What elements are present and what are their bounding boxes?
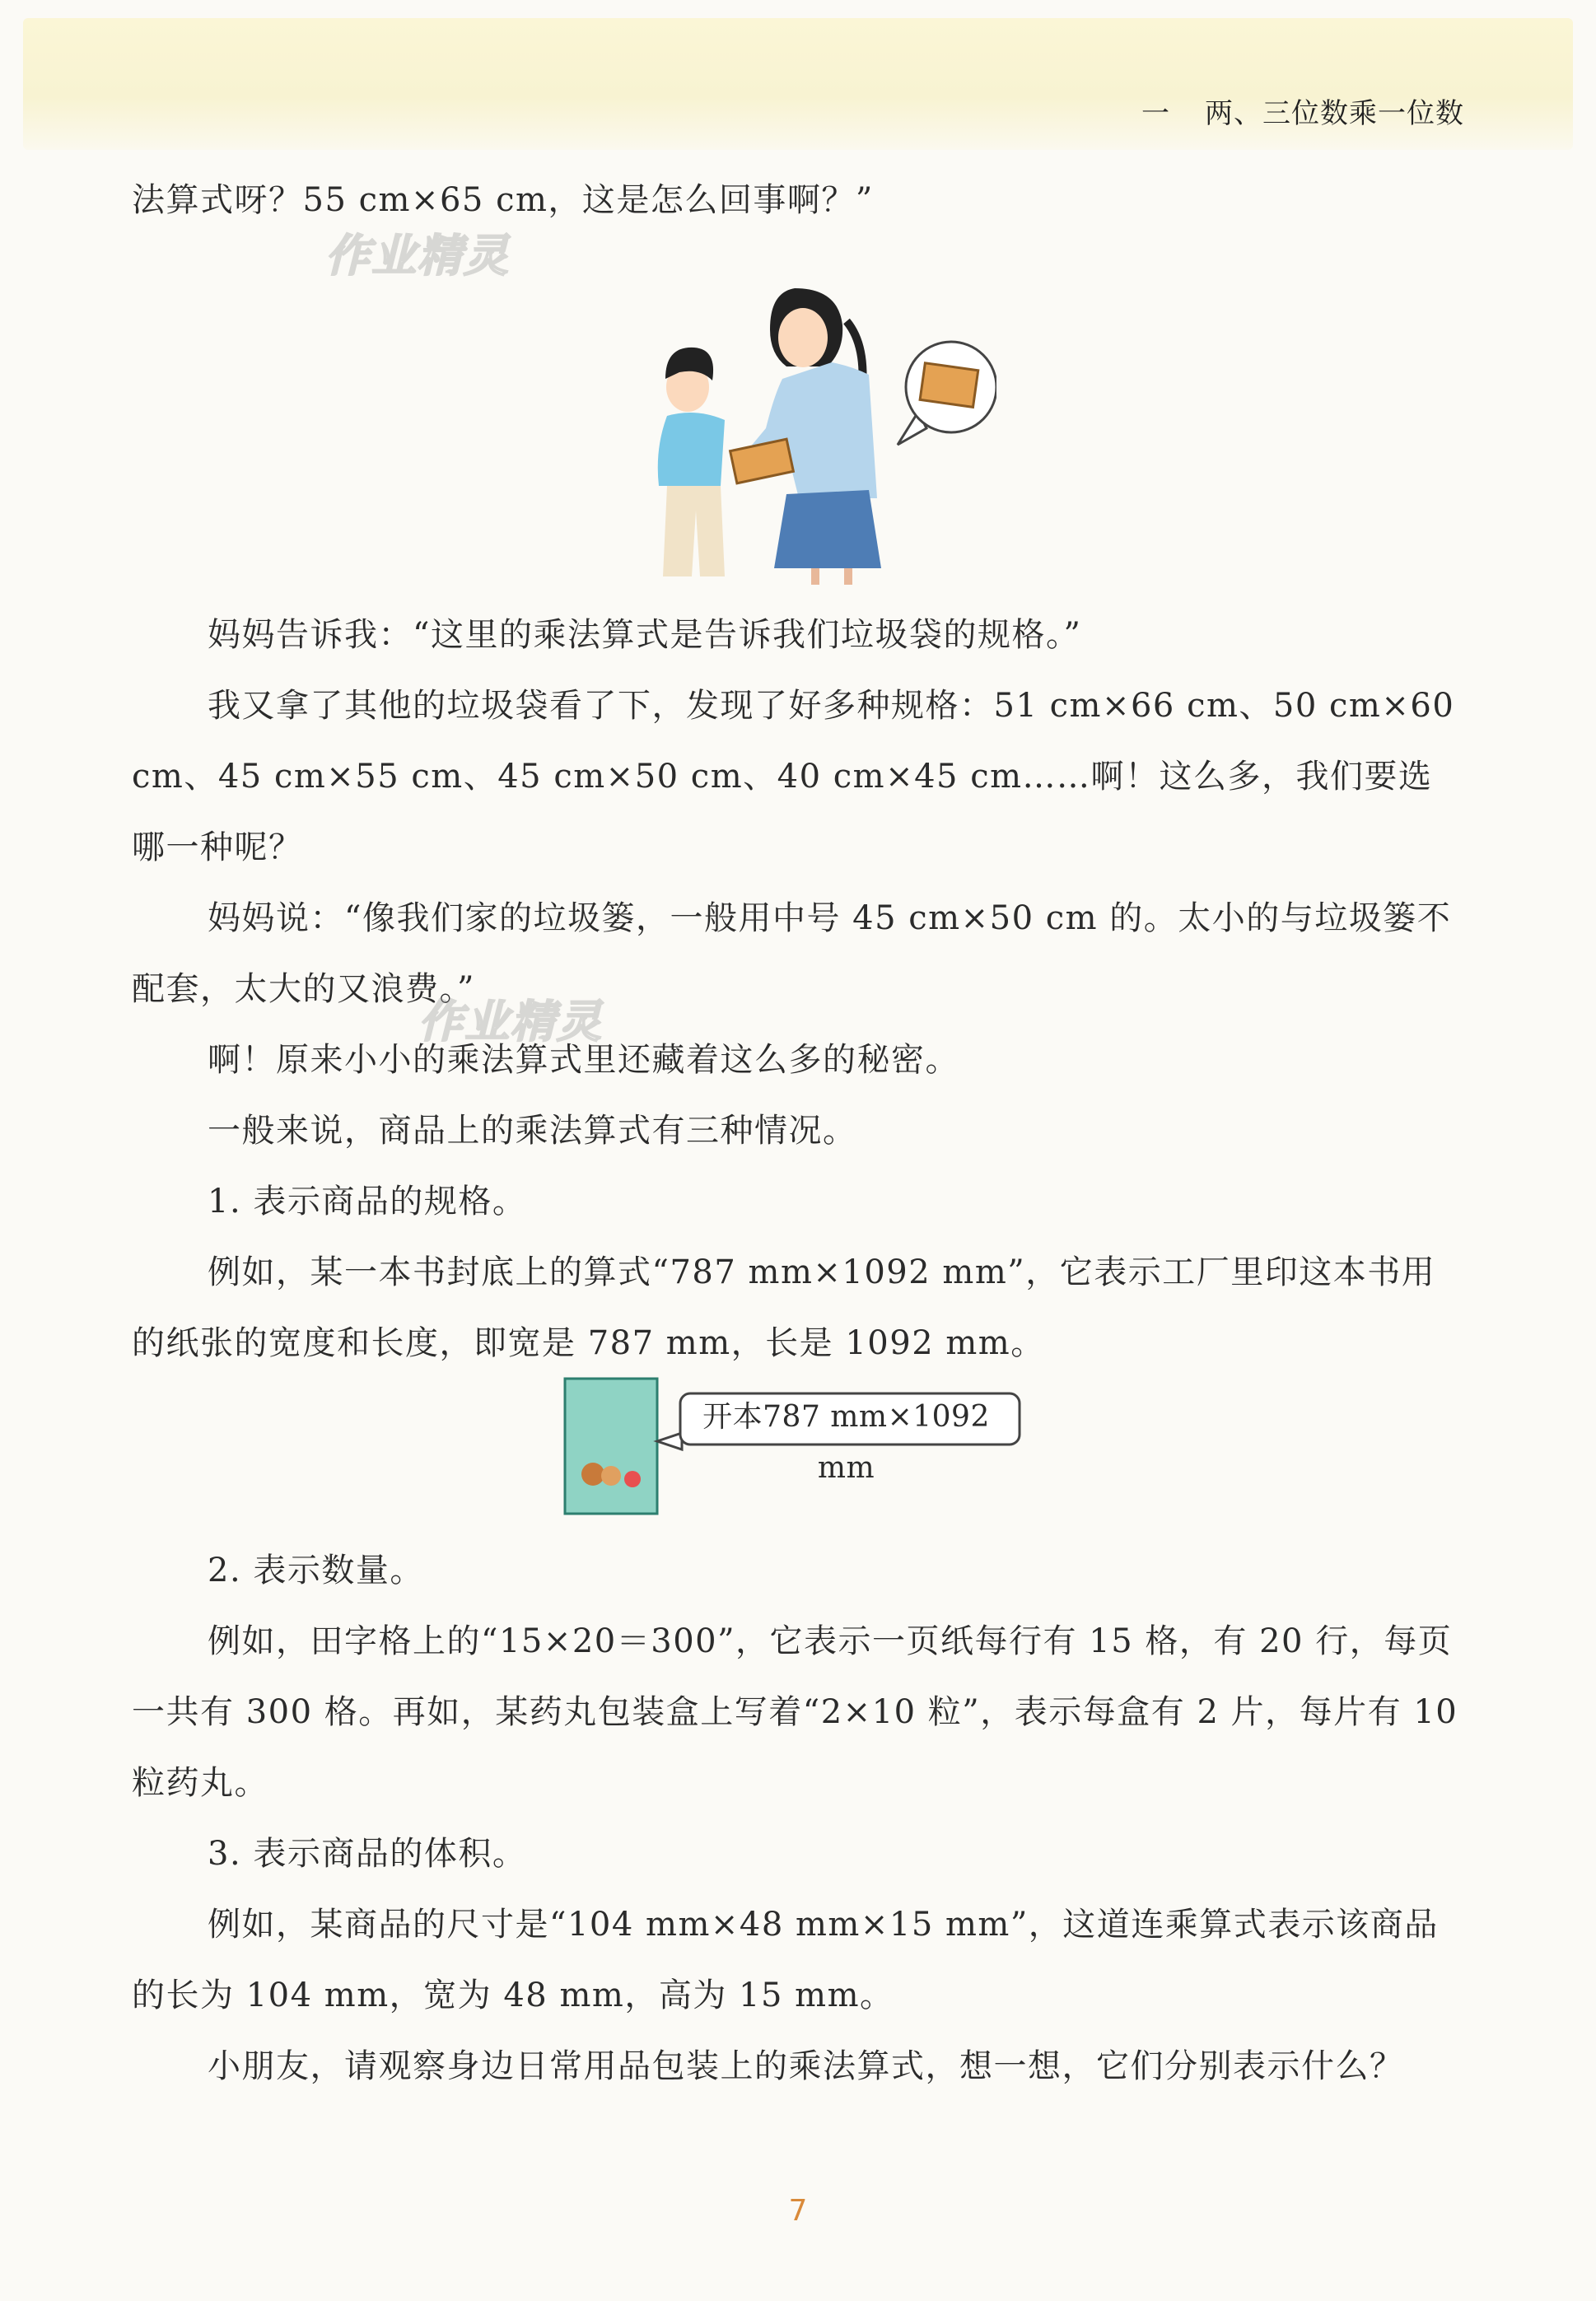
zoom-bubble bbox=[898, 342, 996, 445]
child-figure bbox=[658, 348, 725, 576]
heading-specification: 1. 表示商品的规格。 bbox=[208, 1183, 527, 1221]
watermark: 作业精灵 bbox=[325, 230, 510, 282]
page-number: 7 bbox=[788, 2194, 808, 2228]
book-format-label: 开本787 mm×1092 mm bbox=[702, 1400, 990, 1485]
paragraph-three-cases: 一般来说，商品上的乘法算式有三种情况。 bbox=[208, 1112, 857, 1150]
paragraph-question: 小朋友，请观察身边日常用品包装上的乘法算式，想一想，它们分别表示什么？ bbox=[208, 2047, 1404, 2085]
paragraph-other-sizes: 我又拿了其他的垃圾袋看了下，发现了好多种规格：51 cm×66 cm、50 cm×60 cm、45 cm×55 cm、45 cm×50 cm、40 cm×45 cm……啊！这么多，我们要选哪一种呢？ bbox=[132, 687, 1455, 866]
paragraph-mother-explains: 妈妈告诉我：“这里的乘法算式是告诉我们垃圾袋的规格。” bbox=[208, 616, 1082, 654]
paragraph-continuation: 法算式呀？55 cm×65 cm，这是怎么回事啊？” bbox=[132, 181, 874, 219]
paragraph-quantity-example: 例如，田字格上的“15×20＝300”，它表示一页纸每行有 15 格，有 20 行，每页一共有 300 格。再如，某药丸包装盒上写着“2×10 粒”，表示每盒有 2 片，每片有 10 粒药丸。 bbox=[132, 1622, 1458, 1802]
heading-quantity: 2. 表示数量。 bbox=[208, 1552, 424, 1589]
watermark-second: 作业精灵 bbox=[418, 996, 603, 1048]
paragraph-secret: 啊！原来小小的乘法算式里还藏着这么多的秘密。 bbox=[208, 1041, 959, 1079]
mother-figure bbox=[745, 288, 881, 585]
paragraph-mother-says: 妈妈说：“像我们家的垃圾篓，一般用中号 45 cm×50 cm 的。太小的与垃圾篓不配套，太大的又浪费。” bbox=[132, 899, 1452, 1008]
teddy-bear-icon bbox=[581, 1463, 604, 1486]
chapter-title: 两、三位数乘一位数 bbox=[1205, 97, 1464, 130]
paragraph-book-example: 例如，某一本书封底上的算式“787 mm×1092 mm”，它表示工厂里印这本书用的纸张的宽度和长度，即宽是 787 mm，长是 1092 mm。 bbox=[132, 1253, 1436, 1362]
chapter-heading bbox=[1141, 91, 1464, 131]
heading-volume: 3. 表示商品的体积。 bbox=[208, 1835, 527, 1873]
mother-child-illustration bbox=[634, 272, 996, 585]
chapter-number: 一 bbox=[1141, 97, 1170, 130]
trash-bag-box bbox=[730, 439, 794, 483]
paragraph-volume-example: 例如，某商品的尺寸是“104 mm×48 mm×15 mm”，这道连乘算式表示该商品的长为 104 mm，宽为 48 mm，高为 15 mm。 bbox=[132, 1906, 1439, 2014]
book-cover bbox=[565, 1379, 657, 1514]
